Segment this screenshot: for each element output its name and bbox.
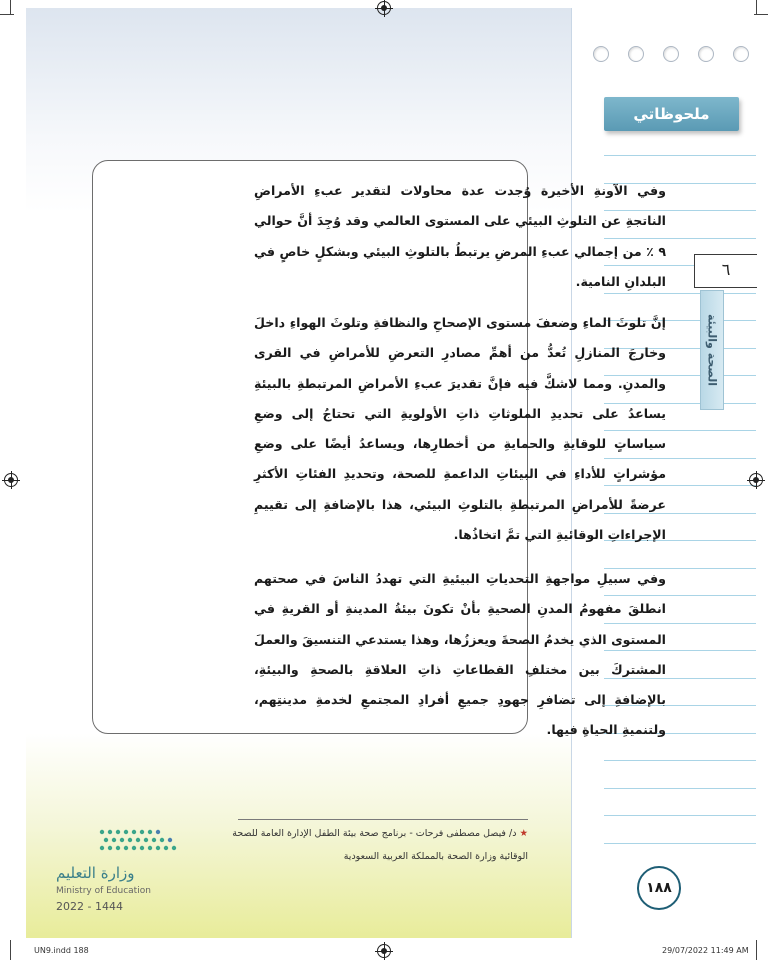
unit-number: ٦ bbox=[694, 254, 757, 288]
ministry-name-ar: وزارة التعليم bbox=[56, 864, 135, 882]
crop-mark bbox=[756, 940, 757, 960]
notes-title: ملحوظاتي bbox=[604, 97, 739, 131]
crop-mark bbox=[0, 14, 14, 15]
notes-line bbox=[604, 760, 756, 761]
paragraph-2: إنَّ تلوثَ الماءِ وضعفَ مستوى الإصحاحِ والنظافةِ وتلوثَ الهواءِ داخلَ وخارجَ المنازلِ تُعدُّ من أهمِّ مصادرِ التعرضِ للأمراضِ في القرى والمدنِ. ومما لاشكَّ فيه فإنَّ تقديرَ عبءِ الأمراضِ المرتبطةِ بالبيئةِ يساعدُ على تحديدِ الملوثاتِ ذاتِ الأولويةِ التي تحتاجُ إلى وضعِ سياساتٍ للوقايةِ والحمايةِ من أخطارِها، ويساعدُ أيضًا على وضعِ مؤشراتٍ للأداءِ في البيئاتِ الداعمةِ للصحة، وتحديدِ الفئاتِ الأكثرِ عرضةً للأمراضِ المرتبطةِ بالتلوثِ البيئي، هذا بالإضافةِ إلى تقييمِ الإجراءاتِ الوقائيةِ التي تمَّ اتخاذُها. bbox=[254, 315, 666, 543]
crop-mark bbox=[10, 0, 11, 14]
footnote bbox=[228, 822, 528, 868]
registration-mark-icon bbox=[377, 1, 391, 15]
binder-hole-icon bbox=[593, 46, 609, 62]
paragraph-3: وفي سبيلِ مواجهةِ التحدياتِ البيئيةِ التي تهددُ الناسَ في صحتهم انطلقَ مفهومُ المدنِ الصحيةِ بأنْ تكونَ بيئةُ المدينةِ أو القريةِ في المستوى الذي يخدمُ الصحةَ ويعززُها، وهذا يستدعي التنسيقَ والعملَ المشتركَ بين مختلفِ القطاعاتِ ذاتِ العلاقةِ بالصحةِ والبيئةِ، بالإضافةِ إلى تضافرِ جهودِ جميعِ أفرادِ المجتمعِ لخدمةِ مدينتِهم، ولتنميةِ الحياةِ فيها. bbox=[254, 571, 666, 738]
binder-hole-icon bbox=[698, 46, 714, 62]
paragraph-1: وفي الآونةِ الأخيرة وُجدت عدة محاولات لتقدير عبءِ الأمراضِ الناتجةِ عن التلوثِ البيئي على المستوى العالمي وقد وُجِدَ أنَّ حوالي ٩ ٪ من إجمالي عبءِ المرضِ يرتبطُ بالتلوثِ البيئي وبشكلٍ خاصٍ في البلدانِ النامية. bbox=[254, 183, 666, 289]
ministry-logo-icon bbox=[96, 826, 182, 856]
notes-line bbox=[604, 788, 756, 789]
unit-label: الصحة والبيئة bbox=[705, 313, 719, 387]
binder-hole-icon bbox=[663, 46, 679, 62]
unit-label-tab bbox=[700, 290, 724, 410]
notes-line bbox=[604, 843, 756, 844]
crop-mark bbox=[754, 14, 768, 15]
slug-file: UN9.indd 188 bbox=[34, 946, 89, 955]
star-icon: ★ bbox=[519, 828, 528, 839]
binder-hole-icon bbox=[733, 46, 749, 62]
registration-mark-icon bbox=[4, 473, 18, 487]
notes-line bbox=[604, 155, 756, 156]
slug-datetime: 29/07/2022 11:49 AM bbox=[662, 946, 749, 955]
ministry-name-en: Ministry of Education bbox=[56, 886, 151, 896]
crop-mark bbox=[756, 0, 757, 14]
page-number: ١٨٨ bbox=[637, 866, 681, 910]
footnote-text: د/ فيصل مصطفى فرحات - برنامج صحة بيئة الطفل الإدارة العامة للصحة الوقائية وزارة الصحة بالمملكة العربية السعودية bbox=[232, 828, 528, 862]
registration-mark-icon bbox=[749, 473, 763, 487]
ministry-year: 2022 - 1444 bbox=[56, 900, 123, 913]
registration-mark-icon bbox=[377, 944, 391, 958]
crop-mark bbox=[10, 940, 11, 960]
notes-line bbox=[604, 815, 756, 816]
binder-hole-icon bbox=[628, 46, 644, 62]
footnote-divider bbox=[238, 819, 528, 820]
